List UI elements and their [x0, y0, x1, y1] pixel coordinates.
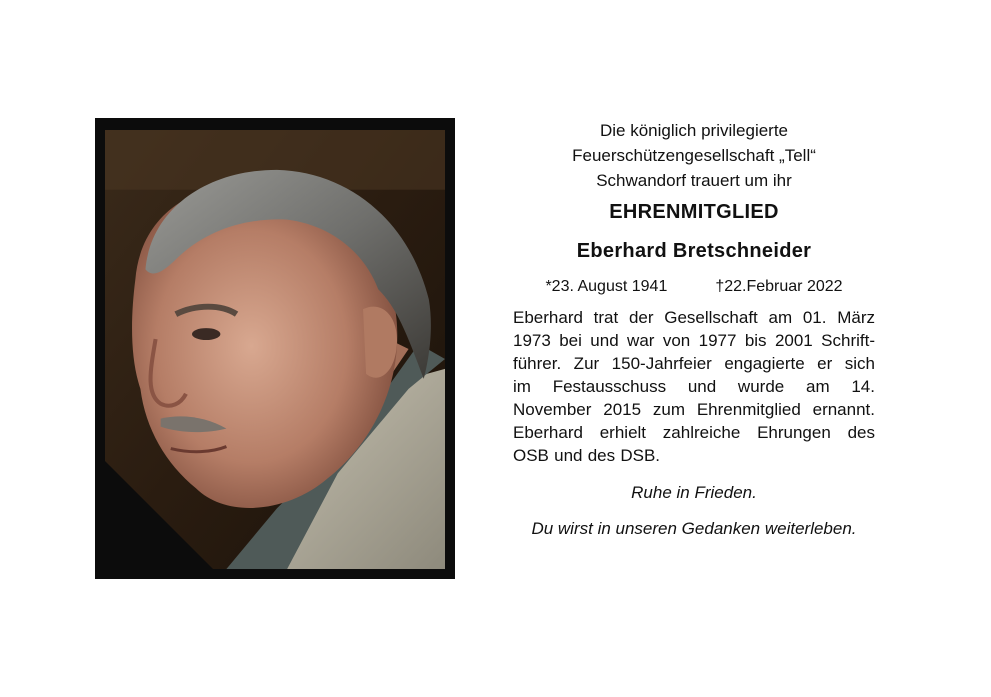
- bio-line: Eberhard erhielt zahlreiche Ehrungen des: [513, 423, 875, 442]
- intro-line: Die königlich privilegierte: [599, 121, 789, 140]
- bio-line: 1973 bei und war von 1977 bis 2001 Schrift-: [513, 331, 875, 350]
- deceased-name: Eberhard Bretschneider: [576, 240, 812, 262]
- bio-line: führer. Zur 150-Jahrfeier engagierte er sich: [513, 354, 875, 373]
- mourning-band-icon: [99, 455, 219, 575]
- closing-memory: Du wirst in unseren Gedanken weiterleben.: [531, 519, 857, 538]
- biography: [513, 306, 875, 467]
- death-date: †22.Februar 2022: [715, 278, 843, 295]
- bio-line: Eberhard trat der Gesellschaft am 01. März: [513, 308, 875, 327]
- honor-title: EHRENMITGLIED: [609, 201, 779, 223]
- closing-rest: Ruhe in Frieden.: [631, 483, 757, 502]
- intro-line: Feuerschützengesellschaft „Tell“: [572, 146, 816, 165]
- photo-frame: [95, 118, 455, 579]
- bio-line: November 2015 zum Ehrenmitglied ernannt.: [513, 400, 875, 419]
- text-column: [513, 118, 875, 539]
- intro-text: [513, 118, 875, 193]
- intro-line: Schwandorf trauert um ihr: [596, 171, 792, 190]
- bio-line: im Festausschuss und wurde am 14.: [513, 377, 875, 396]
- birth-date: *23. August 1941: [545, 278, 668, 295]
- bio-line: OSB und des DSB.: [513, 446, 661, 465]
- life-dates: [513, 278, 875, 296]
